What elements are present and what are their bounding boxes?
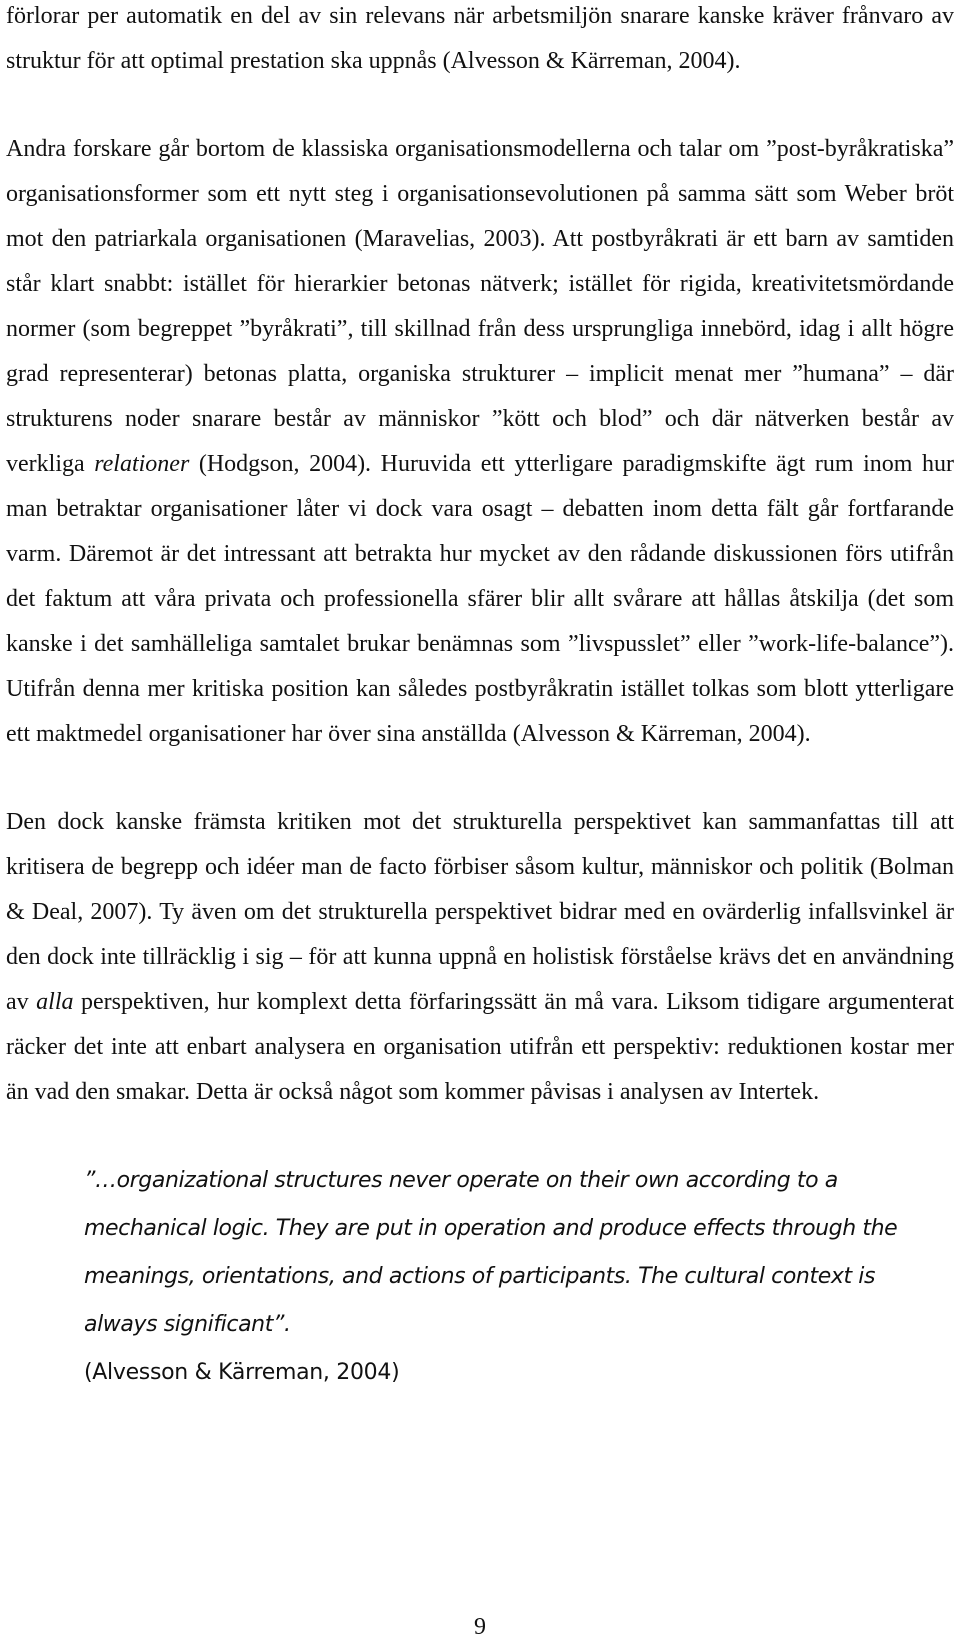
italic-emphasis: alla xyxy=(36,989,74,1015)
paragraph-1 xyxy=(6,0,958,84)
page-number: 9 xyxy=(474,1614,486,1640)
paragraph-3 xyxy=(6,800,958,1115)
block-quote: ”…organizational structures never operate on their own according to a mechanical logic. They are put in operation and produce effects through the meanings, orientations, and actions of participants. The cultural context is always significant”. xyxy=(84,1168,898,1337)
paragraph-2 xyxy=(6,127,958,757)
paragraph-2-text-part-2: (Hodgson, 2004). Huruvida ett ytterligare paradigmskifte ägt rum inom hur man betraktar organisationer låter vi dock vara osagt – debatten inom detta fält går fortfarande varm. Däremot är det intressant att betrakta hur mycket av den rådande diskussionen förs utifrån det faktum att våra privata och professionella sfärer blir allt svårare att hållas åtskilja (det som kanske i det samhälleliga samtalet brukar benämnas som ”livspusslet” eller ”work-life-balance”). Utifrån denna mer kritiska position kan således postbyråkratin istället tolkas som blott ytterligare ett maktmedel organisationer har över sina anställda (Alvesson & Kärreman, 2004). xyxy=(6,451,954,747)
paragraph-1-text: förlorar per automatik en del av sin relevans när arbetsmiljön snarare kanske kräver frånvaro av struktur för att optimal prestation ska uppnås (Alvesson & Kärreman, 2004). xyxy=(6,3,954,74)
paragraph-3-text-part-1: Den dock kanske främsta kritiken mot det strukturella perspektivet kan sammanfattas till att kritisera de begrepp och idéer man de facto förbiser såsom kultur, människor och politik (Bolman & Deal, 2007). Ty även om det strukturella perspektivet bidrar med en ovärderlig infallsvinkel är den dock inte tillräcklig i sig – för att kunna uppnå en holistisk förståelse krävs det en användning av xyxy=(6,809,954,1015)
document-page xyxy=(6,0,958,1397)
quote-citation: (Alvesson & Kärreman, 2004) xyxy=(84,1360,400,1385)
paragraph-2-text-part-1: Andra forskare går bortom de klassiska organisationsmodellerna och talar om ”post-byråkratiska” organisationsformer som ett nytt steg i organisationsevolutionen på samma sätt som Weber bröt mot den patriarkala organisationen (Maravelias, 2003). Att postbyråkrati är ett barn av samtiden står klart snabbt: istället för hierarkier betonas nätverk; istället för rigida, kreativitetsmördande normer (som begreppet ”byråkrati”, till skillnad från dess ursprungliga innebörd, idag i allt högre grad representerar) betonas platta, organiska strukturer – implicit menat mer ”humana” – där strukturens noder snarare består av människor ”kött och blod” och där nätverken består av verkliga xyxy=(6,136,954,477)
italic-emphasis: relationer xyxy=(94,451,190,477)
paragraph-3-text-part-2: perspektiven, hur komplext detta förfaringssätt än må vara. Liksom tidigare argumenterat räcker det inte att enbart analysera en organisation utifrån ett perspektiv: reduktionen kostar mer än vad den smakar. Detta är också något som kommer påvisas i analysen av Intertek. xyxy=(6,989,954,1105)
